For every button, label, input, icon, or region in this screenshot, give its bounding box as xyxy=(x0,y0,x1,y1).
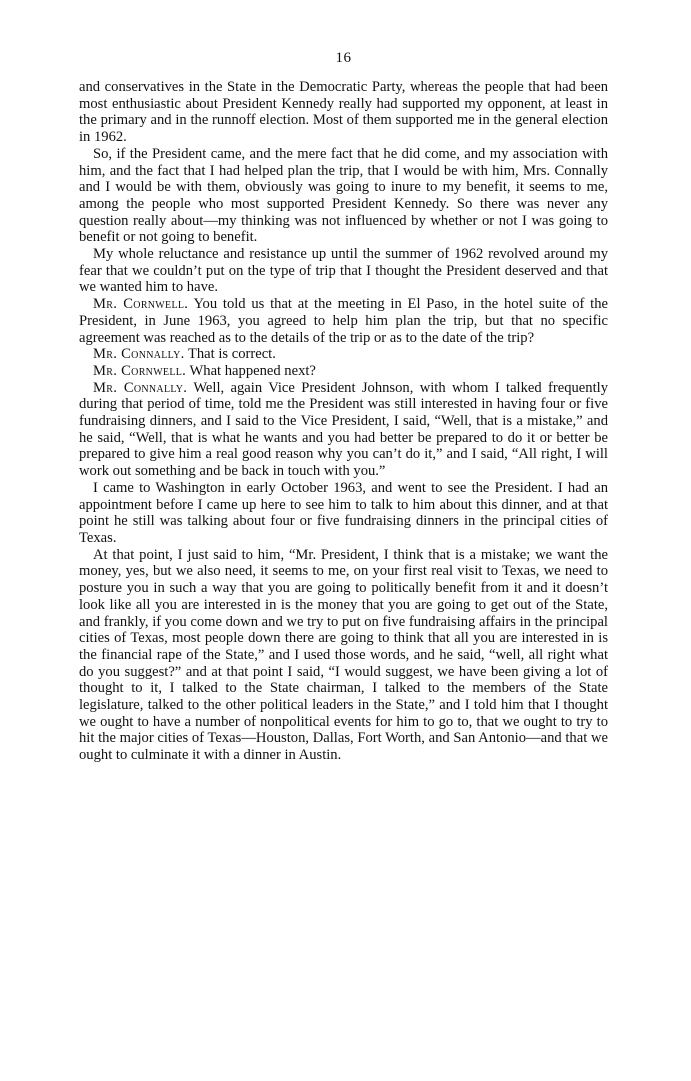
paragraph-1 xyxy=(79,79,608,146)
paragraph-3 xyxy=(79,246,608,296)
paragraph-6 xyxy=(79,363,608,380)
paragraph-text: and conservatives in the State in the Democratic Party, whereas the people that had been most enthusiastic about President Kennedy really had supported my opponent, at least in the primary and in the runnoff election. Most of them supported me in the general election in 1962. xyxy=(79,79,608,146)
speaker-label: Mr. Connally. xyxy=(93,346,185,363)
paragraph-text: What happened next? xyxy=(186,362,316,379)
paragraph-2 xyxy=(79,146,608,246)
paragraph-text: You told us that at the meeting in El Paso, in the hotel suite of the President, in June 1963, you agreed to help him plan the trip, but that no specific agreement was reached as to the details of the trip or as to the date of the trip? xyxy=(79,296,609,346)
paragraph-text: So, if the President came, and the mere fact that he did come, and my association with him, and the fact that I had helped plan the trip, that I would be with him, Mrs. Connally and I would be with them, obviously was going to inure to my benefit, it seems to me, among the people who most supported President Kennedy. So there was never any question really about—my thinking was not influenced by whether or not I was going to benefit or not going to benefit. xyxy=(79,145,608,246)
speaker-label: Mr. Cornwell. xyxy=(93,362,187,379)
speaker-label: Mr. Connally. xyxy=(93,379,188,396)
page-number: 16 xyxy=(335,50,352,66)
body-text xyxy=(79,79,608,764)
paragraph-text: Well, again Vice President Johnson, with whom I talked frequently during that period of time, told me the President was still interested in having four or five fundraising dinners, and I said to the Vice President, I said, “Well, that is a mistake,” and he said, “Well, that is what he wants and you had better be prepared to do it or better be prepared to give him a real good reason why you can’t do it,” and I said, “All right, I will work out something and be back in touch with you.” xyxy=(79,379,608,480)
speaker-label: Mr. Cornwell. xyxy=(93,296,189,313)
paragraph-text: That is correct. xyxy=(184,346,276,363)
paragraph-text: I came to Washington in early October 1963, and went to see the President. I had an appointment before I came up here to see him to talk to him about this dinner, and at that point he still was talking about four or five fundraising dinners in the principal cities of Texas. xyxy=(79,479,608,546)
paragraph-9 xyxy=(79,547,608,764)
paragraph-4 xyxy=(79,296,608,346)
paragraph-text: At that point, I just said to him, “Mr. President, I think that is a mistake; we want the money, yes, but we also need, it seems to me, on your first real visit to Texas, we need to posture you in such a way that you are going to politically benefit from it and it doesn’t look like all you are interested in is the money that you are going to get out of the State, and frankly, if you come down and we try to put on five fundraising affairs in the principal cities of Texas, most people down there are going to think that all you are interested in is the financial rape of the State,” and I used those words, and he said, “well, all right what do you suggest?” and at that point I said, “I would suggest, we have been giving a lot of thought to it, I talked to the State chairman, I talked to the members of the State legislature, talked to the other political leaders in the State,” and I told him that I thought we ought to have a number of nonpolitical events for him to go to, that we ought to try to hit the major cities of Texas—Houston, Dallas, Fort Worth, and San Antonio—and that we ought to culminate it with a dinner in Austin. xyxy=(79,546,608,764)
paragraph-8 xyxy=(79,480,608,547)
paragraph-text: My whole reluctance and resistance up until the summer of 1962 revolved around my fear that we couldn’t put on the type of trip that I thought the President deserved and that we wanted him to have. xyxy=(79,246,608,296)
paragraph-5 xyxy=(79,346,608,363)
paragraph-7 xyxy=(79,380,608,480)
